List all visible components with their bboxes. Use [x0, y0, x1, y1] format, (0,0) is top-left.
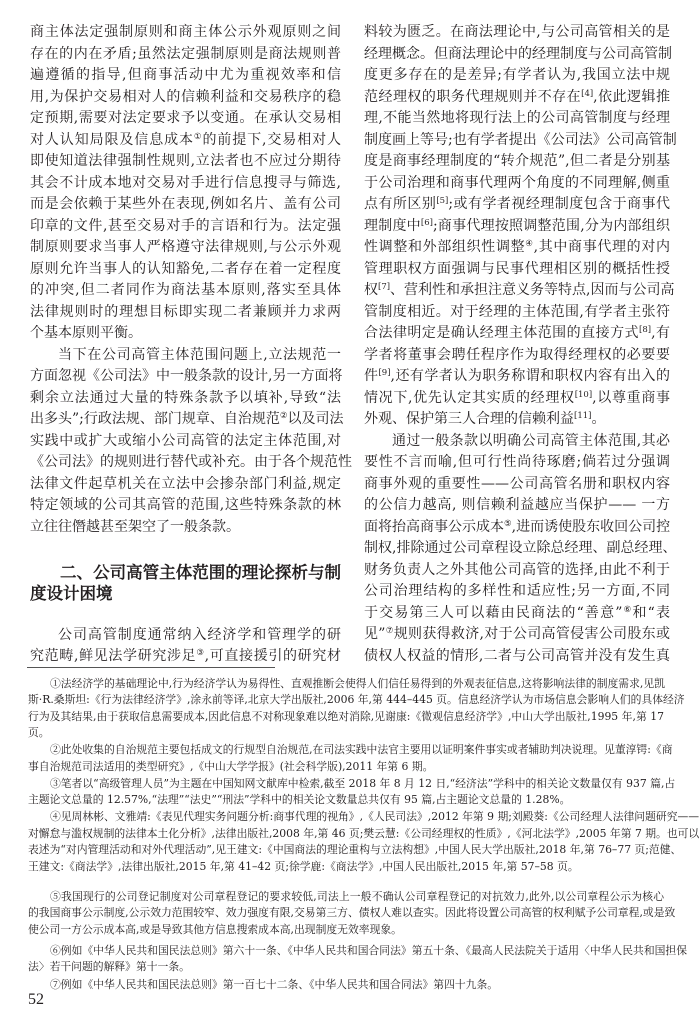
- text-line: [364, 624, 670, 646]
- text-segment: ,可直接援引的研究材: [204, 648, 341, 664]
- footnote: [28, 943, 688, 976]
- text-segment: ;或有学者视经理制度包含于商事代: [448, 196, 671, 212]
- text-line: 的冲突,但二者同作为商法基本原则,落实至具体: [30, 282, 341, 298]
- footnote-line: 行为及其结果,由于获取信息需要成本,因此信息不对称现象难以绝对消除,见谢康:《微观信息经济学》,中山大学出版社,1995 年,第 17: [28, 709, 664, 723]
- text-line: 理,不能当然地将现行法上的公司高管制度与经理: [364, 110, 670, 126]
- text-line: 即使知道法律强制性规则,立法者也不应过分期待: [30, 153, 341, 169]
- text-line: 立往往僭越甚至架空了一般条款。: [30, 518, 240, 535]
- footnote-line: ③笔者以“高级管理人员”为主题在中国知网文献库中检索,截至 2018 年 8 月 12 日,“经济法”学科中的相关论文数量仅有 937 篇,占: [50, 776, 676, 790]
- footnote-reference: [9]: [378, 368, 391, 378]
- text-segment: 、营利性和承担注意义务等特点,因而与公司高: [390, 282, 675, 298]
- footnote-line: ⑥例如《中华人民共和国民法总则》第六十一条、《中华人民共和国合同法》第五十条、《最高人民法院关于适用〈中华人民共和国担保: [50, 943, 688, 957]
- footnote-line: 法〉若干问题的解释》第十一条。: [28, 960, 190, 974]
- footnote-reference: [4]: [581, 88, 594, 99]
- text-line: 公司高管制度通常纳入经济学和管理学的研: [58, 626, 341, 643]
- text-segment: 规则获得救济,对于公司高管侵害公司股东或: [393, 626, 670, 642]
- text-line: 管制度相近。对于经理的主体范围,有学者主张符: [364, 303, 670, 320]
- text-line: [364, 409, 670, 431]
- text-line: 财务负责人之外其他公司高管的选择,由此不利于: [364, 561, 670, 578]
- footnote-reference: ⑤: [504, 518, 512, 529]
- body-paragraph: [364, 431, 677, 668]
- footnote-line: 页。: [28, 726, 50, 740]
- footnote-reference: ④: [525, 239, 534, 249]
- footnote-reference: [5]: [436, 196, 449, 206]
- text-line: 度是商事经理制度的“转介规范”,但二者是分别基: [364, 153, 670, 169]
- text-segment: ,以尊重商事: [592, 389, 671, 406]
- text-line: 制原则要求当事人严格遵守法律规则,与公示外观: [30, 239, 341, 255]
- text-segment: 理制度中: [364, 217, 421, 234]
- text-line: 料较为匮乏。在商法理论中,与公司高管相关的是: [364, 24, 670, 40]
- text-line: [364, 323, 670, 345]
- text-segment: 合法律明定是确认经理主体范围的直接方式: [364, 325, 640, 341]
- text-line: 于公司治理和商事代理两个角度的不同理解,侧重: [364, 174, 670, 191]
- text-line: 制权,排除通过公司章程设立除总经理、副总经理、: [364, 540, 677, 556]
- text-line: 用,为保护交易相对人的信赖利益和交易秩序的稳: [30, 88, 341, 105]
- text-segment: 和“表: [632, 604, 670, 621]
- footnote-line: ⑤我国现行的公司登记制度对公司章程登记的要求较低,司法上一般不确认公司章程登记的对抗效力,此外,以公司章程公示为核心: [50, 889, 664, 903]
- text-line: [364, 388, 670, 410]
- text-segment: ,其中商事代理的对内: [533, 239, 671, 255]
- footnote: [28, 977, 664, 994]
- text-line: 商主体法定强制原则和商主体公示外观原则之间: [30, 24, 341, 40]
- text-line: 方面忽视《公司法》中一般条款的设计,另一方面将: [30, 368, 343, 384]
- footnote-line: 使公司一方公示成本高,或是导致其他方信息搜索成本高,出现制度无效率现象。: [28, 922, 402, 936]
- text-line: [364, 603, 670, 625]
- text-line: 制度画上等号;也有学者提出《公司法》公司高管制: [364, 131, 677, 148]
- footnote-separator-rule: [27, 667, 275, 668]
- footnote: [28, 809, 700, 875]
- text-line: 商事外观的重要性——公司高管名册和职权内容: [364, 475, 670, 492]
- footnote: [28, 776, 676, 809]
- text-segment: ,依此逻辑推: [593, 88, 670, 105]
- footnote-line: 的我国商事公示制度,公示效力范围较窄、效力强度有限,交易第三方、债权人难以查实。因此将设置公司高管的权利赋予公司章程,或是致: [28, 906, 676, 920]
- footnote-reference: ⑦: [385, 626, 394, 636]
- footnote-line: 事自治规范司法适用的类型研究》,《中山大学学报》(社会科学版),2011 年第 6 期。: [28, 759, 434, 773]
- text-line: [364, 366, 670, 388]
- text-segment: 见”: [364, 626, 386, 642]
- footnote-reference: [8]: [639, 325, 652, 335]
- text-line: [364, 194, 670, 216]
- text-line: 《公司法》的规则进行替代或补充。由于各个规范性: [30, 454, 352, 470]
- text-line: 经理概念。但商法理论中的经理制度与公司高管制: [364, 45, 672, 62]
- footnotes: [28, 676, 700, 994]
- text-segment: 对人认知局限及信息成本: [30, 131, 194, 148]
- text-segment: 。: [591, 411, 606, 427]
- text-segment: 范经理权的职务代理规则并不存在: [364, 88, 582, 105]
- text-line: 实践中或扩大或缩小公司高管的法定主体范围,对: [30, 432, 341, 449]
- heading-line: 二、公司高管主体范围的理论探析与制: [60, 562, 341, 582]
- text-line: 遍遵循的指导,但商事活动中尤为重视效率和信: [30, 67, 341, 83]
- text-line: 公司治理结构的多样性和适应性;另一方面,不同: [364, 583, 670, 599]
- text-line: [30, 130, 341, 152]
- text-line: 特定领域的公司其高管的范围,这些特殊条款的林: [30, 497, 341, 513]
- footnote-reference: ⑥: [622, 604, 633, 615]
- text-segment: 以及司法: [287, 411, 344, 427]
- footnote-line: ⑦例如《中华人民共和国民法总则》第一百七十二条、《中华人民共和国合同法》第四十九条。: [50, 978, 499, 992]
- footnote-line: 主题论文总量的 12.57%,“法理”“法史”“刑法”学科中的相关论文数量总共仅有 95 篇,占主题论文总量的 1.28%。: [28, 793, 571, 807]
- footnote-line: 王建文:《商法学》,法律出版社,2015 年,第 41–42 页;徐学鹿:《商法学》,中国人民出版社,2015 年,第 57–58 页。: [28, 859, 579, 873]
- text-line: 管理职权方面强调与民事代理相区别的概括性授: [364, 260, 670, 277]
- footnote-reference: ③: [196, 648, 205, 658]
- footnote-reference: ①: [193, 131, 203, 142]
- text-line: 要性不言而喻,但可行性尚待琢磨;倘若过分强调: [364, 454, 670, 470]
- footnote: [28, 742, 673, 775]
- text-line: 债权人权益的情形,二者与公司高管并没有发生真: [364, 647, 670, 664]
- text-line: 存在的内在矛盾;虽然法定强制原则是商法规则普: [30, 45, 341, 62]
- text-segment: ,还有学者认为职务称谓和职权内容有出入的: [390, 368, 671, 384]
- text-line: [364, 280, 675, 302]
- body-paragraph: [364, 22, 677, 431]
- text-line: [30, 646, 341, 668]
- text-segment: ;商事代理按照调整范围,分为内部组织: [432, 217, 671, 234]
- section-heading: [30, 562, 341, 604]
- text-line: 的公信力越高, 则信赖利益越应当保护—— 一方: [364, 497, 670, 513]
- text-line: 当下在公司高管主体范围问题上,立法规范一: [58, 346, 341, 363]
- text-segment: 情况下,优先认定其实质的经理权: [364, 389, 575, 406]
- right-text-column: [364, 22, 677, 667]
- text-line: 定预期,需要对法定要求予以变通。在承认交易相: [30, 110, 341, 126]
- page-number: 52: [28, 991, 44, 1008]
- footnote-reference: [6]: [420, 217, 433, 228]
- text-line: [364, 216, 670, 238]
- heading-line: 度设计困境: [30, 583, 113, 603]
- text-line: 印章的文件,甚至交易对手的言语和行为。法定强: [30, 217, 341, 234]
- footnote: [28, 889, 676, 939]
- text-line: 而是会依赖于某些外在表现,例如名片、盖有公司: [30, 196, 341, 212]
- text-segment: ,进而诱使股东收回公司控: [511, 518, 671, 535]
- text-line: [364, 517, 670, 539]
- text-segment: 究范畴,鲜见法学研究涉足: [30, 648, 197, 664]
- text-line: 法律规则时的理想目标即实现二者兼顾并力求两: [30, 303, 341, 320]
- text-line: [30, 409, 344, 431]
- text-line: [364, 87, 670, 109]
- footnote-reference: [11]: [574, 411, 592, 421]
- text-line: 个基本原则平衡。: [30, 325, 142, 341]
- text-segment: 面将抬高商事公示成本: [364, 518, 504, 535]
- text-line: 学者将董事会聘任程序作为取得经理权的必要要: [364, 346, 670, 363]
- footnote: [28, 676, 685, 742]
- text-line: 其会不计成本地对交易对手进行信息搜寻与筛选,: [30, 174, 341, 191]
- footnote-line: 斯·R.桑斯坦:《行为法律经济学》,涂永前等译,北京大学出版社,2006 年,第 444–445 页。信息经济学认为市场信息会影响人们的具体经济: [28, 693, 685, 707]
- text-segment: 性调整和外部组织性调整: [364, 239, 526, 255]
- text-line: 度更多存在的是差异;有学者认为,我国立法中规: [364, 67, 670, 83]
- text-segment: 权: [364, 282, 378, 298]
- body-paragraph: [30, 625, 341, 668]
- body-paragraph: [30, 22, 341, 345]
- text-segment: 出多头”;行政法规、部门规章、自治规范: [30, 411, 280, 427]
- text-line: 通过一般条款以明确公司高管主体范围,其必: [392, 432, 670, 449]
- text-line: 剩余立法通过大量的特殊条款予以填补,导致“法: [30, 389, 341, 406]
- body-paragraph: [30, 345, 352, 539]
- text-segment: 点有所区别: [364, 196, 437, 212]
- text-segment: ,有: [651, 325, 671, 341]
- footnote-reference: [10]: [574, 389, 593, 400]
- footnote-line: 对懈怠与滥权规制的法律本土化分析》,法律出版社,2008 年,第 46 页;樊云慧:《公司经理权的性质》,《河北法学》,2005 年第 7 期。也可以: [28, 826, 700, 840]
- text-line: 原则允许当事人的认知豁免,二者存在着一定程度: [30, 260, 341, 277]
- footnote-line: ④见周林彬、文雅靖:《表见代理实务问题分析:商事代理的视角》,《人民司法》,2012 年第 9 期;刘殿葵:《公司经理人法律问题研究——: [50, 810, 700, 824]
- text-segment: 件: [364, 368, 379, 384]
- text-segment: 于交易第三人可以藉由民商法的“善意”: [364, 604, 623, 621]
- footnote-reference: ②: [279, 411, 288, 421]
- footnote-reference: [7]: [378, 282, 391, 292]
- footnote-line: 表述为“对内管理活动和对外代理活动”,见王建文:《中国商法的理论重构与立法构想》,中国人民大学出版社,2018 年,第 76–77 页;范健、: [28, 843, 682, 857]
- footnote-line: ①法经济学的基础理论中,行为经济学认为易得性、直观推断会使得人们信任易得到的外观表征信息,这将影响法律的制度需求,见凯: [50, 676, 665, 690]
- text-segment: 外观、保护第三人合理的信赖利益: [364, 411, 574, 427]
- text-segment: 的前提下,交易相对人: [202, 131, 342, 148]
- footnote-line: ②此处收集的自治规范主要包括成文的行规型自治规范,在司法实践中法官主要用以证明案件事实或者辅助判决说理。见董淳锷:《商: [50, 743, 673, 757]
- left-text-column: [30, 22, 352, 668]
- text-line: 法律文件起草机关在立法中会掺杂部门利益,规定: [30, 475, 341, 492]
- text-line: [364, 237, 670, 259]
